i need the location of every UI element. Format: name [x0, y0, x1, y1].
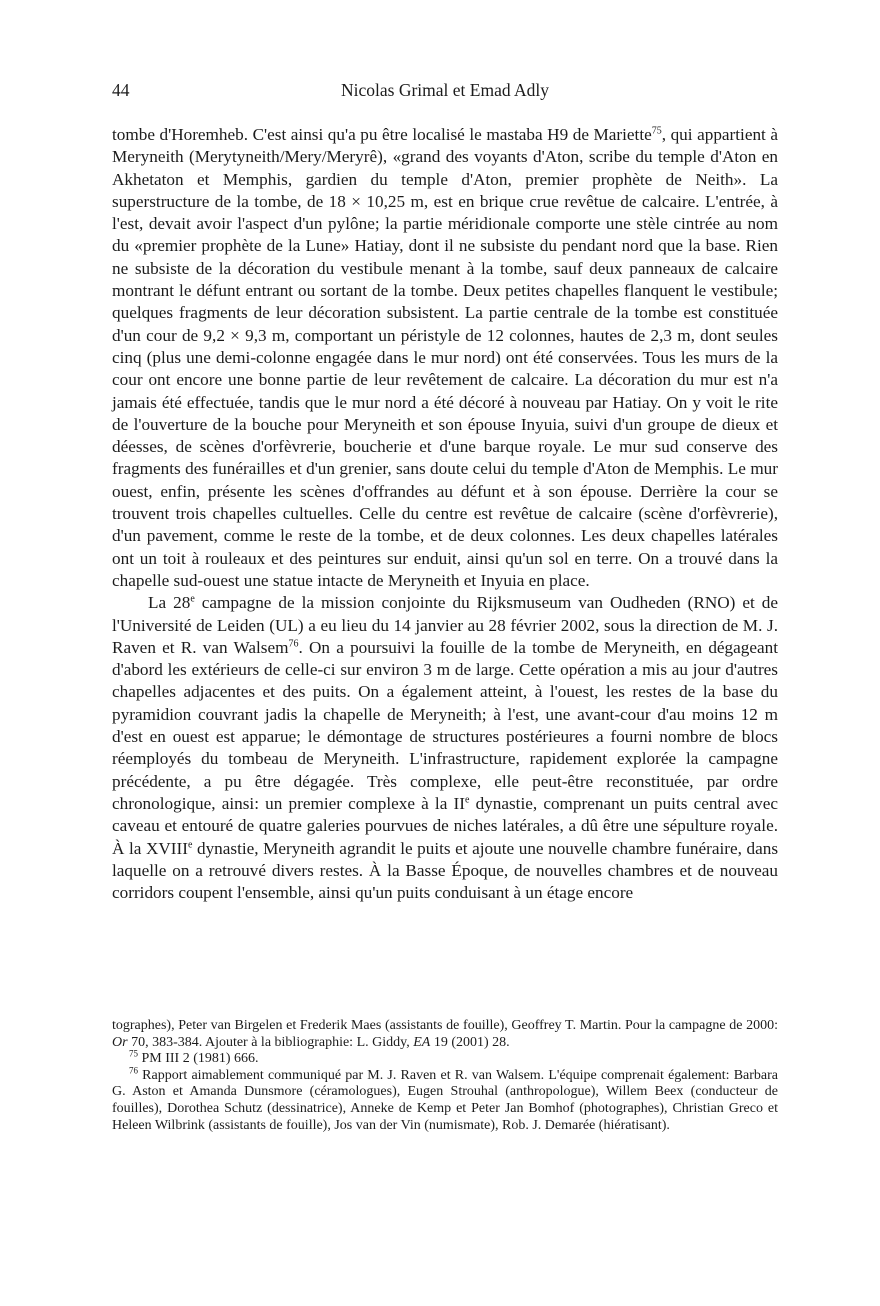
paragraph-1-text-b: , qui appartient à Meryneith (Merytyneith/Mery/Meryrê), «grand des voyants d'Aton, scribe du temple d'Aton en Akhetaton et Memphis, gardien du temple d'Aton, premier prophète de Neith». La superstructure de la tombe, de 18 × 10,25 m, est en brique crue revêtue de calcaire. L'entrée, à l'est, devait avoir l'aspect d'un pylône; la partie méridionale comporte une stèle cintrée au nom du «premier prophète de la Lune» Hatiay, dont il ne subsiste du pendant nord que la base. Rien ne subsiste de la décoration du vestibule menant à la tombe, sauf deux panneaux de calcaire montrant le défunt entrant ou sortant de la tombe. Deux petites chapelles flanquent le vestibule; quelques fragments de leur décoration subsistent. La partie centrale de la tombe est constituée d'un cour de 9,2 × 9,3 m, comportant un péristyle de 12 colonnes, hautes de 2,3 m, dont seules cinq (plus une demi-colonne engagée dans le mur nord) ont été conservées. Tous les murs de la cour ont encore une bonne partie de leur revêtement de calcaire. La décoration du mur est n'a jamais été effectuée, tandis que le mur nord a été décoré à nouveau par Hatiay. On y voit le rite de l'ouverture de la bouche pour Meryneith et son épouse Inyuia, suivi d'un groupe de dieux et déesses, de scènes d'orfèvrerie, boucherie et d'une barque royale. Le mur sud conserve des fragments des funérailles et d'un grenier, sans doute celui du temple d'Aton de Memphis. Le mur ouest, enfin, présente les scènes d'offrandes au défunt et à son épouse. Derrière la cour se trouvent trois chapelles cultuelles. Celle du centre est revêtue de calcaire (scène d'orfèvrerie), d'un pavement, comme le reste de la tombe, et de deux colonnes. Les deux chapelles latérales ont un toit à rouleaux et des peintures sur enduit, ainsi qu'un sol en terre. On a trouvé dans la chapelle sud-ouest une statue intacte de Meryneith et Inyuia en place.: [112, 125, 778, 590]
paragraph-1: [112, 124, 778, 592]
paragraph-2-text-d: dynastie, comprenant un puits central avec caveau et entouré de quatre galeries pourvues de niches latérales, a dû être une sépulture royale. À la XVIII: [112, 793, 778, 858]
page-header: [112, 80, 778, 102]
running-title: Nicolas Grimal et Emad Adly: [340, 80, 549, 100]
paragraph-2-text-c: . On a poursuivi la fouille de la tombe de Meryneith, en dégageant d'abord les extérieurs de celle-ci sur environ 3 m de large. Cette opération a mis au jour d'autres chapelles adjacentes et des puits. On a également atteint, à l'ouest, les restes de la base du pyramidion couvrant jadis la chapelle de Meryneith; à l'est, une avant-cour d'au moins 12 m d'est en ouest est apparue; le démontage de structures postérieures a fourni nombre de blocs réemployés du tombeau de Meryneith. L'infrastructure, rapidement explorée la campagne précédente, a pu être dégagée. Très complexe, elle peut-être reconstituée, par ordre chronologique, ainsi: un premier complexe à la II: [112, 637, 778, 813]
journal-abbrev-or: Or: [112, 1034, 128, 1050]
footnote-75-number: 75: [129, 1048, 138, 1059]
superscript-e: e: [464, 794, 470, 806]
footnote-continuation: [112, 1018, 778, 1051]
footnote-continuation-text-b: 70, 383-384. Ajouter à la bibliographie: L. Giddy,: [127, 1034, 414, 1050]
footnote-ref-76: 76: [288, 638, 299, 650]
paragraph-2-text-e: dynastie, Meryneith agrandit le puits et ajoute une nouvelle chambre funéraire, dans laquelle on a retrouvé divers restes. À la Basse Époque, de nouvelles chambres et de nouveau corridors coupent l'ensemble, ainsi qu'un puits conduisant à un étage encore: [112, 838, 779, 903]
footnote-continuation-text-a: tographes), Peter van Birgelen et Frederik Maes (assistants de fouille), Geoffrey T. Martin. Pour la campagne de 2000:: [112, 1018, 778, 1033]
paragraph-2-text-b: campagne de la mission conjointe du Rijksmuseum van Oudheden (RNO) et de l'Université de Leiden (UL) a eu lieu du 14 janvier au 28 février 2002, sous la direction de M. J. Raven et R. van Walsem: [112, 593, 778, 657]
paragraph-2: [112, 592, 778, 904]
footnotes: [112, 1018, 778, 1134]
footnote-76-text: Rapport aimablement communiqué par M. J. Raven et R. van Walsem. L'équipe comprenait également: Barbara G. Aston et Amanda Dunsmore (céramologues), Eugen Strouhal (anthropologue), Willem Beex (conducteur de fouilles), Dorothea Schutz (dessinatrice), Anneke de Kemp et Peter Jan Bomhof (photographes), Christian Greco et Heleen Wilbrink (assistants de fouille), Jos van der Vin (numismate), Rob. J. Demarée (hiératisant).: [112, 1067, 778, 1133]
footnote-75: [112, 1048, 778, 1068]
journal-abbrev-ea: EA: [413, 1034, 431, 1050]
main-text: [112, 124, 778, 904]
footnote-continuation-text-c: 19 (2001) 28.: [430, 1034, 510, 1050]
paragraph-1-text-a: tombe d'Horemheb. C'est ainsi qu'a pu être localisé le mastaba H9 de Mariette: [112, 125, 652, 144]
paragraph-2-text-a: La 28: [148, 593, 191, 613]
footnote-76: [112, 1065, 778, 1134]
footnote-76-number: 76: [129, 1065, 138, 1076]
superscript-e: e: [187, 838, 193, 850]
page-number: 44: [112, 80, 130, 100]
footnote-75-text: PM III 2 (1981) 666.: [138, 1051, 259, 1067]
footnote-ref-75: 75: [651, 125, 662, 137]
superscript-e: e: [190, 593, 195, 605]
